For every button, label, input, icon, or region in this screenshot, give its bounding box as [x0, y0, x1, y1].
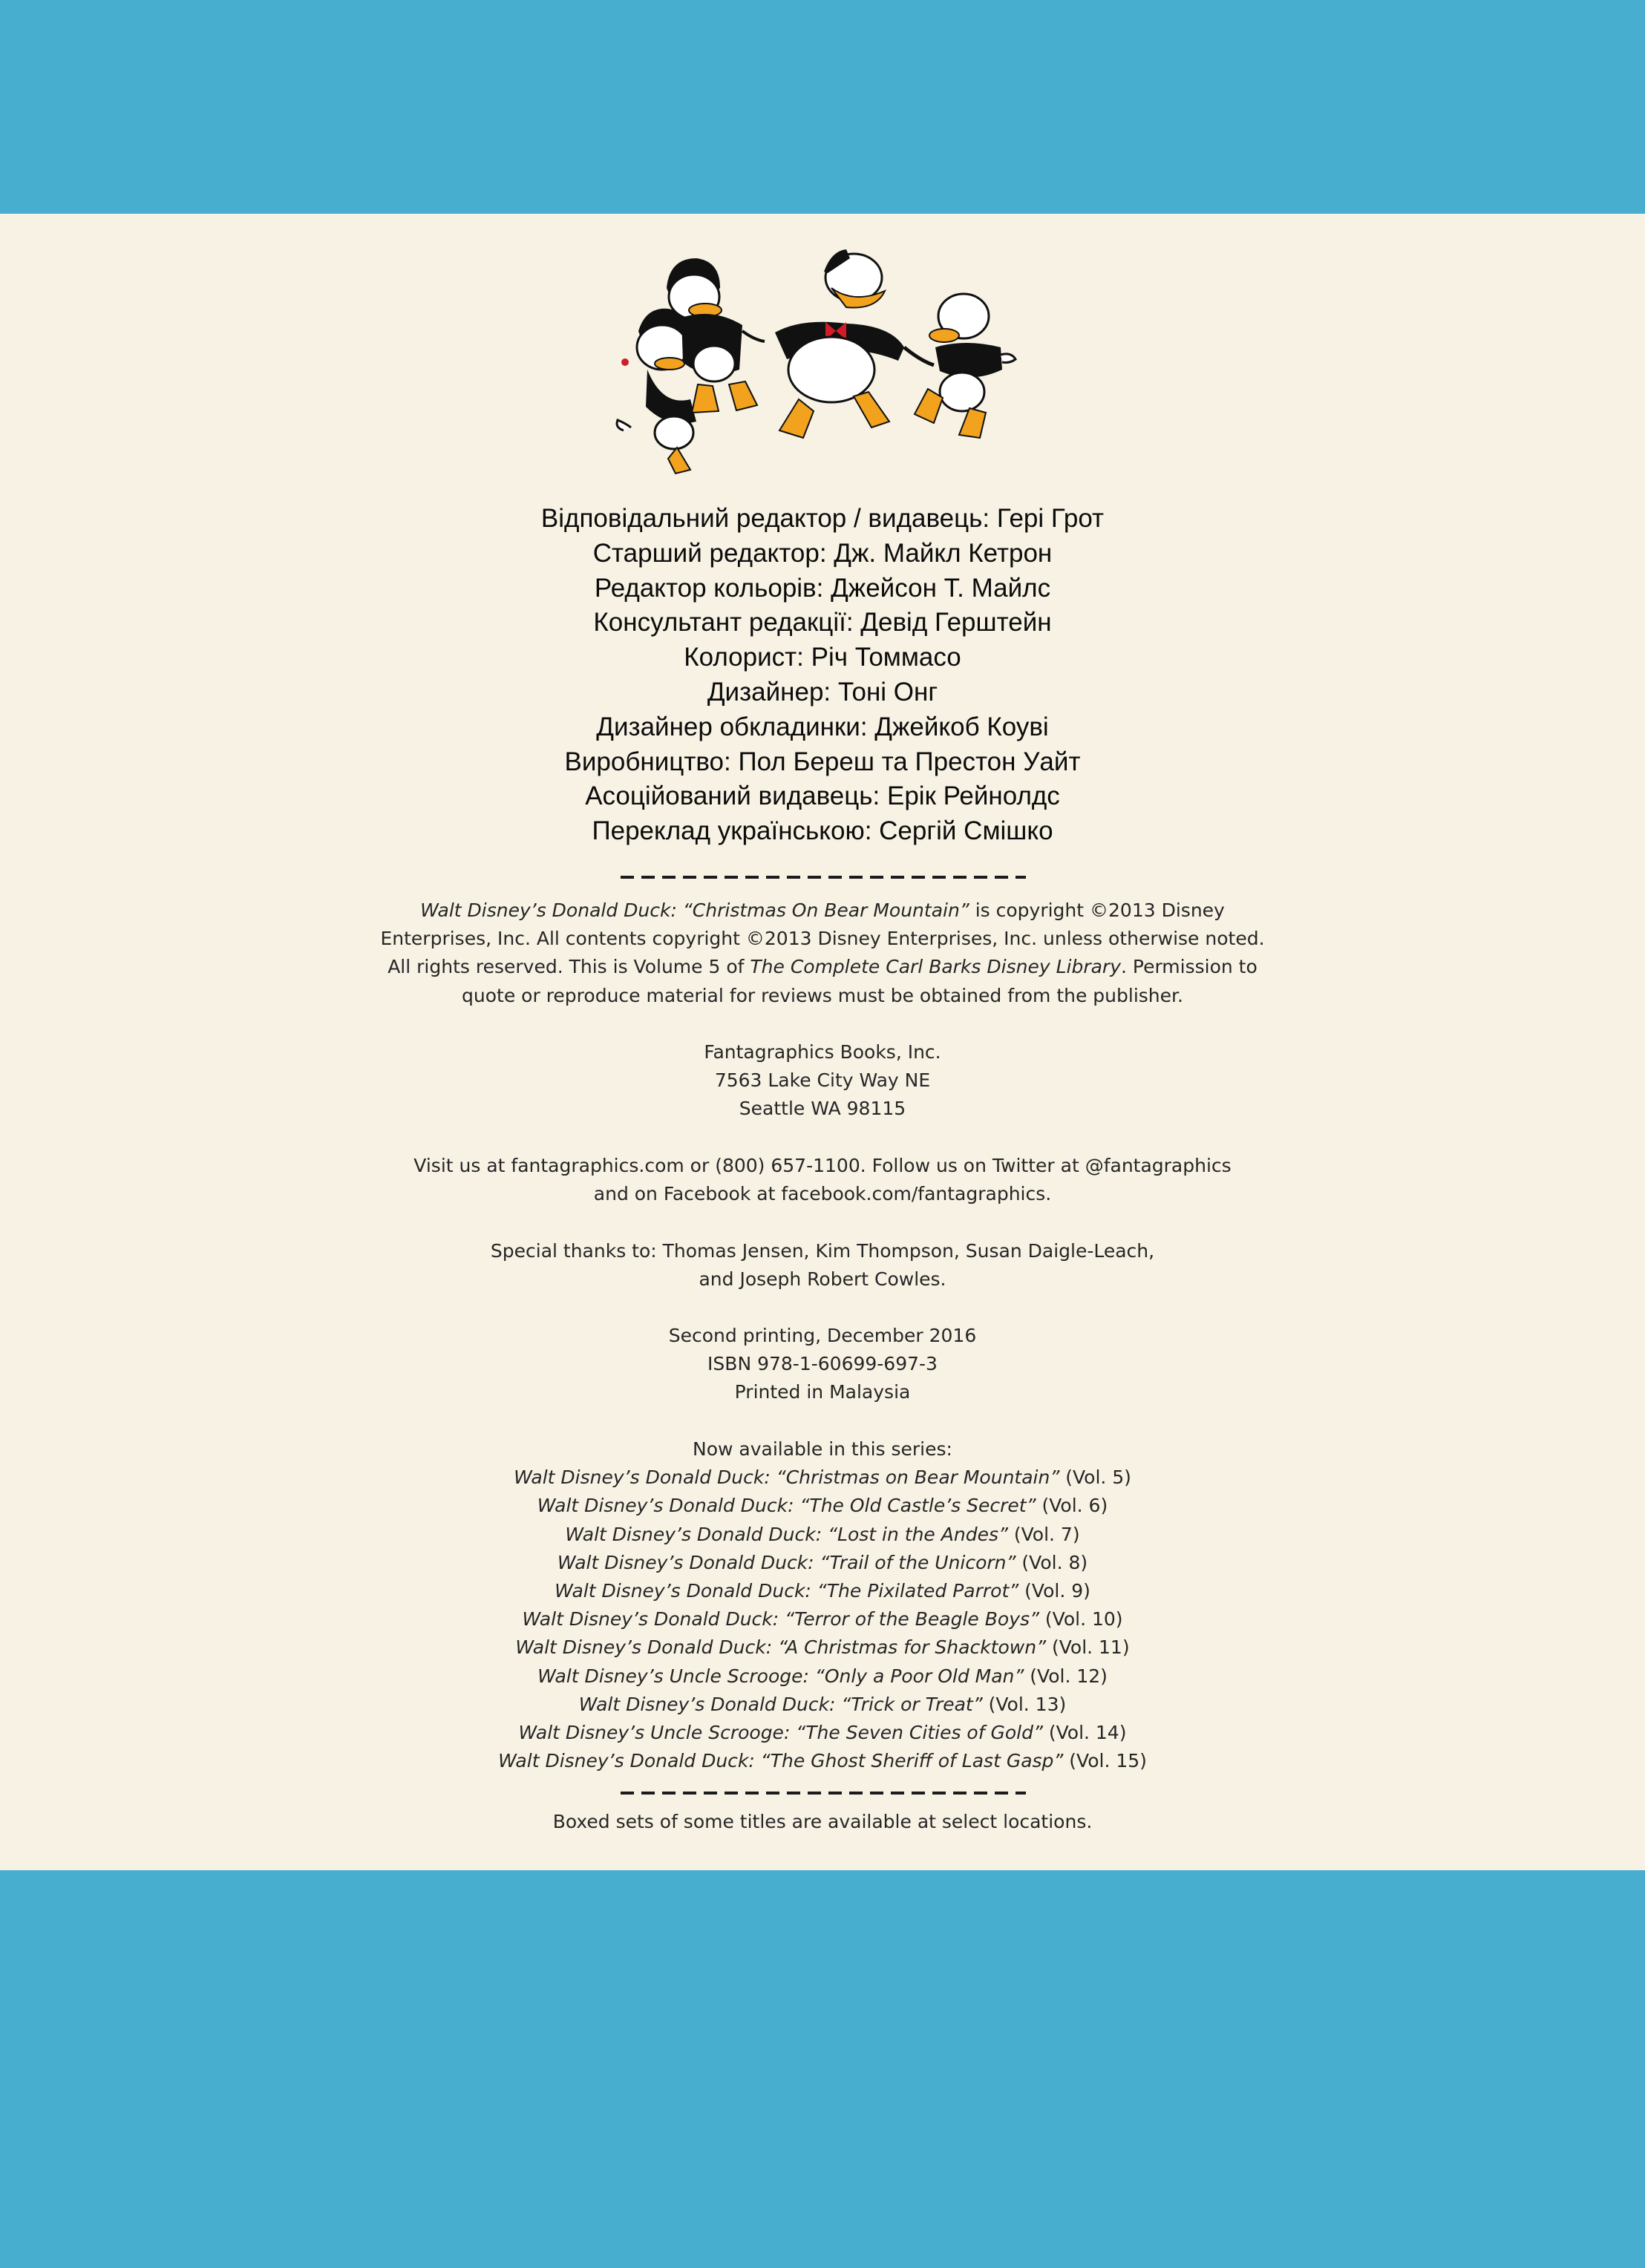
credit-line-designer: Дизайнер: Тоні Онг [707, 677, 938, 707]
dashed-divider-top [621, 876, 1026, 879]
credits-block [0, 502, 1645, 849]
dashed-divider-bottom [621, 1792, 1026, 1795]
credit-line-senior-editor: Старший редактор: Дж. Майкл Кетрон [592, 538, 1053, 568]
publisher-address: Fantagraphics Books, Inc. 7563 Lake City Way NE Seattle WA 98115 [704, 1041, 941, 1120]
top-blue-band [0, 0, 1645, 215]
list-item: Walt Disney’s Donald Duck: “A Christmas for Shacktown” (Vol. 11) [515, 1636, 1130, 1659]
series-title: The Complete Carl Barks Disney Library [750, 956, 1121, 978]
footer-note: Boxed sets of some titles are available at select locations. [552, 1811, 1093, 1832]
list-item: Walt Disney’s Uncle Scrooge: “The Seven Cities of Gold” (Vol. 14) [518, 1721, 1127, 1743]
donald-and-nephews-illustration [609, 236, 1024, 488]
donald-duck [775, 249, 934, 438]
copyright-notice: Walt Disney’s Donald Duck: “Christmas On Bear Mountain” is copyright ©2013 Disney Enterprises, Inc. All contents copyright ©2013 Disney Enterprises, Inc. unless otherwise noted. All rights reserved. This is Volume 5 of The Complete Carl Barks Disney Library. Permission to quote or reproduce material for reviews must be obtained from the publisher. [380, 899, 1265, 1006]
list-item: Walt Disney’s Donald Duck: “Terror of the Beagle Boys” (Vol. 10) [522, 1608, 1123, 1630]
list-item: Walt Disney’s Donald Duck: “Trail of the Unicorn” (Vol. 8) [557, 1551, 1088, 1573]
list-item: Walt Disney’s Donald Duck: “The Ghost Sheriff of Last Gasp” (Vol. 15) [498, 1750, 1147, 1772]
credit-line-production: Виробництво: Пол Береш та Престон Уайт [564, 747, 1081, 776]
list-item: Walt Disney’s Donald Duck: “The Pixilated Parrot” (Vol. 9) [555, 1579, 1090, 1602]
series-heading: Now available in this series: [693, 1438, 952, 1460]
credit-line-colorist: Колорист: Річ Томмасо [684, 643, 961, 672]
list-item: Walt Disney’s Uncle Scrooge: “Only a Poor Old Man” (Vol. 12) [537, 1665, 1108, 1687]
special-thanks: Special thanks to: Thomas Jensen, Kim Thompson, Susan Daigle-Leach, and Joseph Robert Cowles. [490, 1240, 1155, 1291]
printing-info: Second printing, December 2016 ISBN 978-1-60699-697-3 Printed in Malaysia [668, 1325, 977, 1403]
list-item: Walt Disney’s Donald Duck: “Lost in the Andes” (Vol. 7) [565, 1523, 1080, 1545]
credit-line-color-editor: Редактор кольорів: Джейсон Т. Майлс [594, 573, 1051, 603]
torn-edge-top [0, 204, 1645, 226]
series-list [0, 1435, 1645, 1775]
bottom-blue-band [0, 1870, 1645, 2268]
credit-line-editorial-consultant: Консультант редакції: Девід Герштейн [593, 608, 1052, 638]
credit-line-translation: Переклад українською: Сергій Смішко [592, 816, 1053, 846]
nephew-right [915, 294, 1016, 438]
list-item: Walt Disney’s Donald Duck: “Christmas on Bear Mountain” (Vol. 5) [514, 1466, 1131, 1489]
contact-info: Visit us at fantagraphics.com or (800) 657-1100. Follow us on Twitter at @fantagraphics and on Facebook at facebook.com/fantagraphics. [413, 1155, 1232, 1205]
list-item: Walt Disney’s Donald Duck: “The Old Castle’s Secret” (Vol. 6) [537, 1495, 1108, 1517]
credit-line-associate-publisher: Асоційований видавець: Ерік Рейнолдс [585, 781, 1060, 811]
credit-line-editor-publisher: Відповідальний редактор / видавець: Гері Грот [540, 504, 1105, 533]
book-title: Walt Disney’s Donald Duck: “Christmas On Bear Mountain” [420, 899, 969, 921]
credit-line-cover-designer: Дизайнер обкладинки: Джейкоб Коуві [596, 712, 1049, 741]
list-item: Walt Disney’s Donald Duck: “Trick or Treat” (Vol. 13) [578, 1693, 1067, 1715]
